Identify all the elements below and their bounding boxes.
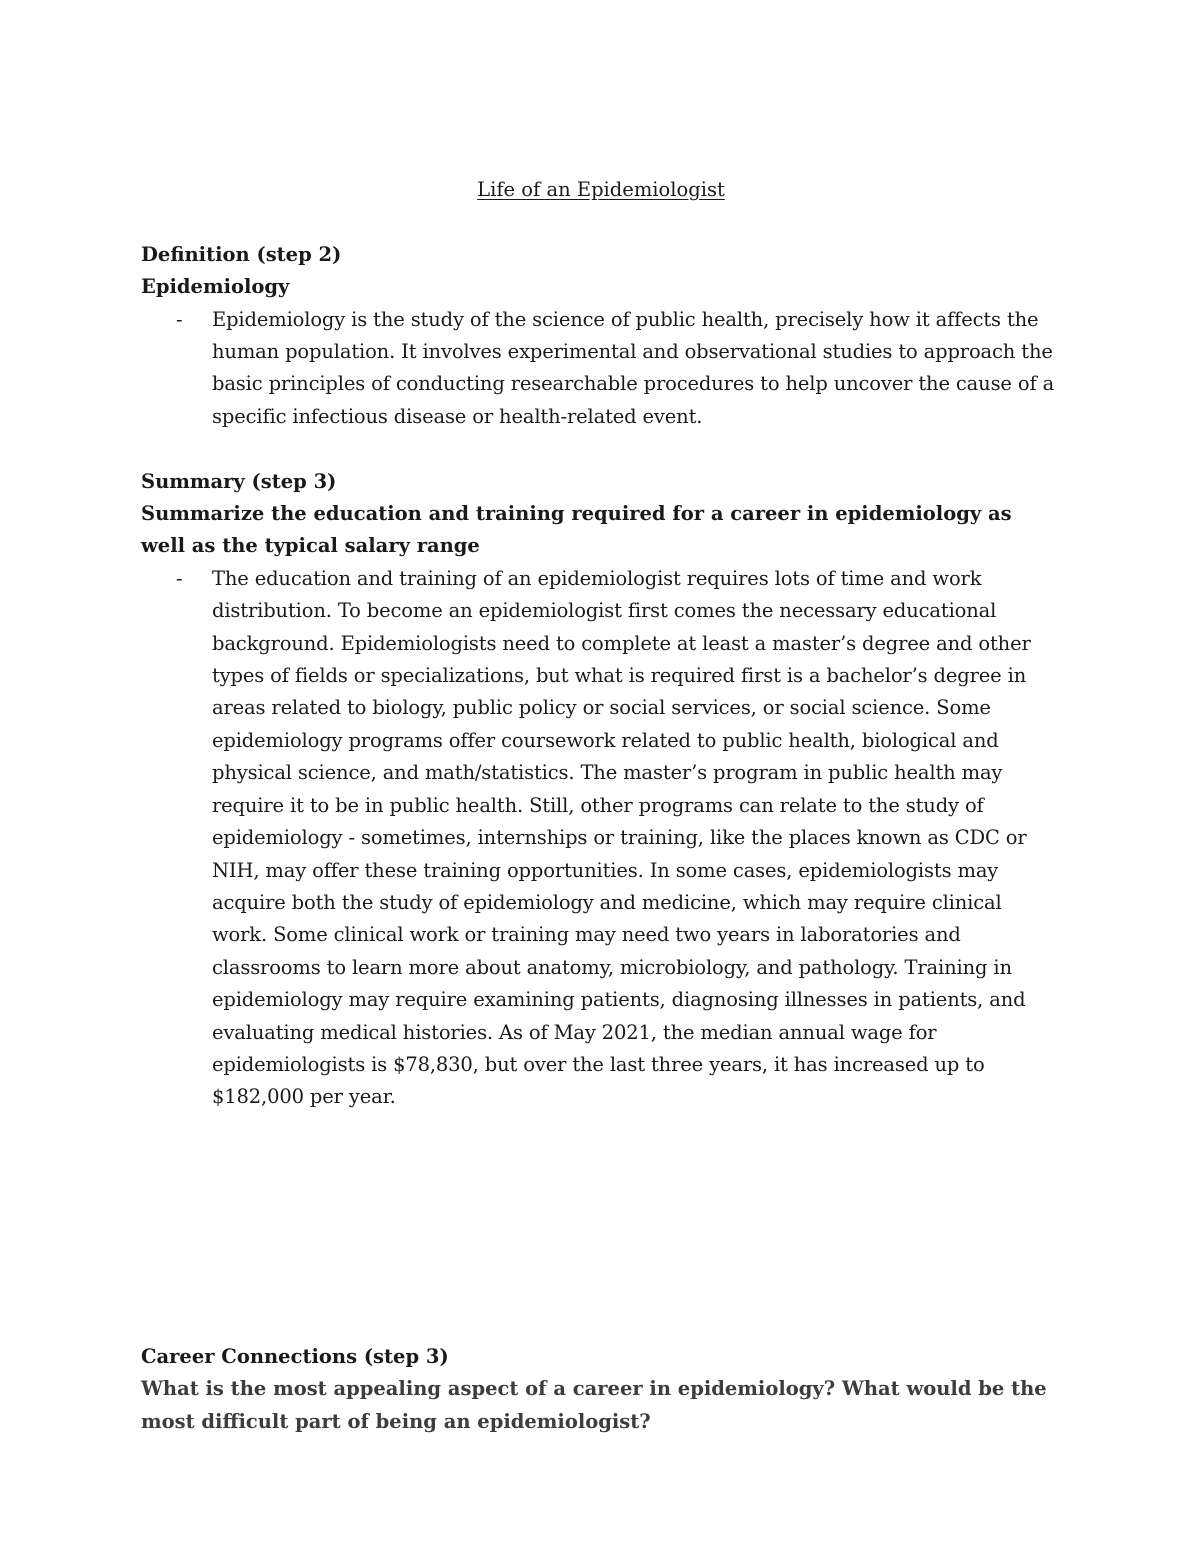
definition-bullet	[141, 304, 1061, 434]
bullet-marker: -	[176, 566, 183, 590]
summary-text: The education and training of an epidemiologist requires lots of time and work distribution. To become an epidemiologist first comes the necessary educational background. Epidemiologists need to complete at least a master’s degree and other types of fields or specializations, but what is required first is a bachelor’s degree in areas related to biology, public policy or social services, or social science. Some epidemiology programs offer coursework related to public health, biological and physical science, and math/statistics. The master’s program in public health may require it to be in public health. Still, other programs can relate to the study of epidemiology - sometimes, internships or training, like the places known as CDC or NIH, may offer these training opportunities. In some cases, epidemiologists may acquire both the study of epidemiology and medicine, which may require clinical work. Some clinical work or training may need two years in laboratories and classrooms to learn more about anatomy, microbiology, and pathology. Training in epidemiology may require examining patients, diagnosing illnesses in patients, and evaluating medical histories. As of May 2021, the median annual wage for epidemiologists is $78,830, but over the last three years, it has increased up to $182,000 per year.	[212, 566, 1031, 1109]
spacer	[141, 433, 1061, 465]
career-connections-heading: Career Connections (step 3)	[141, 1344, 449, 1368]
spacer	[141, 1114, 1061, 1341]
definition-heading: Definition (step 2)	[141, 242, 342, 266]
definition-text: Epidemiology is the study of the science of public health, precisely how it affects the human population. It involves experimental and observational studies to approach the basic principles of conducting researchable procedures to help uncover the cause of a specific infectious disease or health-related event.	[212, 307, 1055, 428]
bullet-marker: -	[176, 307, 183, 331]
definition-subheading: Epidemiology	[141, 275, 290, 299]
career-connections-prompt: What is the most appealing aspect of a career in epidemiology? What would be the most difficult part of being an epidemiologist?	[141, 1377, 1047, 1433]
document-body	[141, 174, 1061, 1438]
summary-section	[141, 466, 1061, 1114]
definition-section	[141, 239, 1061, 433]
document-title: Life of an Epidemiologist	[477, 178, 725, 201]
summary-bullet	[141, 563, 1061, 1114]
summary-heading: Summary (step 3)	[141, 469, 337, 493]
summary-prompt: Summarize the education and training required for a career in epidemiology as well as the typical salary range	[141, 502, 1012, 558]
career-connections-section	[141, 1341, 1061, 1438]
spacer	[141, 206, 1061, 238]
